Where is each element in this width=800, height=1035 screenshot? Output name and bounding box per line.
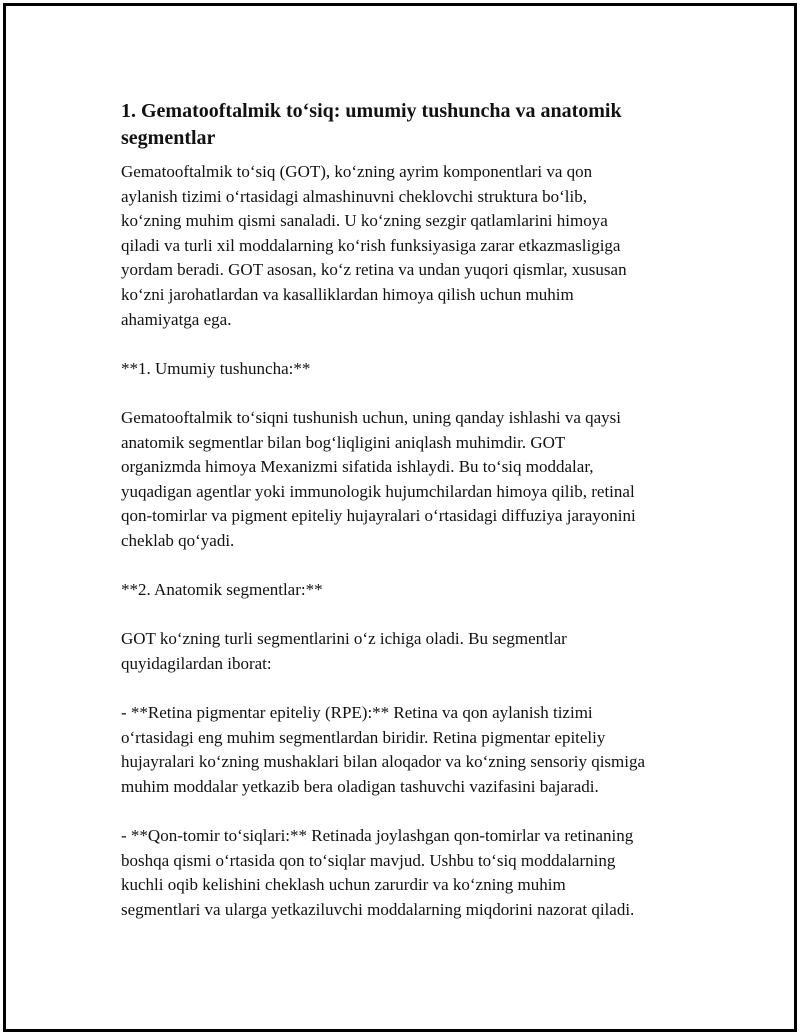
subheading-general-concept: **1. Umumiy tushuncha:** <box>121 358 311 378</box>
rpe-list-item: - **Retina pigmentar epiteliy (RPE):** Retina va qon aylanish tizimi o‘rtasidagi eng muhim segmentlardan biridir. Retina pigmentar epiteliy hujayralari ko‘zning mushaklari bilan aloqador va ko‘zning sensoriy qismiga muhim moddalar yetkazib bera oladigan tashuvchi vazifasini bajaradi. <box>121 703 646 796</box>
document-body <box>121 98 721 947</box>
general-concept-paragraph: Gematooftalmik to‘siqni tushunish uchun, uning qanday ishlashi va qaysi anatomik segmentlar bilan bog‘liqligini aniqlash muhimdir. GOT organizmda himoya Mexanizmi sifatida ishlaydi. Bu to‘siq moddalar, yuqadigan agentlar yoki immunologik hujumchilardan himoya qilib, retinal qon-tomirlar va pigment epiteliy hujayralari o‘rtasidagi diffuziya jarayonini cheklab qo‘yadi. <box>121 407 636 550</box>
section-heading: 1. Gematooftalmik to‘siq: umumiy tushuncha va anatomik segmentlar <box>121 100 622 149</box>
page-frame <box>3 3 797 1032</box>
intro-paragraph: Gematooftalmik to‘siq (GOT), ko‘zning ayrim komponentlari va qon aylanish tizimi o‘rtasidagi almashinuvni cheklovchi struktura bo‘lib, ko‘zning muhim qismi sanaladi. U ko‘zning sezgir qatlamlarini himoya qiladi va turli xil moddalarning ko‘rish funksiyasiga zarar etkazmasligiga yordam beradi. GOT asosan, ko‘z retina va undan yuqori qismlar, xususan ko‘zni jarohatlardan va kasalliklardan himoya qilish uchun muhim ahamiyatga ega. <box>121 162 627 329</box>
vascular-barrier-list-item: - **Qon-tomir to‘siqlari:** Retinada joylashgan qon-tomirlar va retinaning boshqa qismi o‘rtasida qon to‘siqlar mavjud. Ushbu to‘siq moddalarning kuchli oqib kelishini cheklash uchun zarurdir va ko‘zning muhim segmentlari va ularga yetkaziluvchi moddalarning miqdorini nazorat qiladi. <box>121 826 635 919</box>
segments-intro-paragraph: GOT ko‘zning turli segmentlarini o‘z ichiga oladi. Bu segmentlar quyidagilardan iborat: <box>121 629 567 673</box>
subheading-anatomical-segments: **2. Anatomik segmentlar:** <box>121 580 323 600</box>
